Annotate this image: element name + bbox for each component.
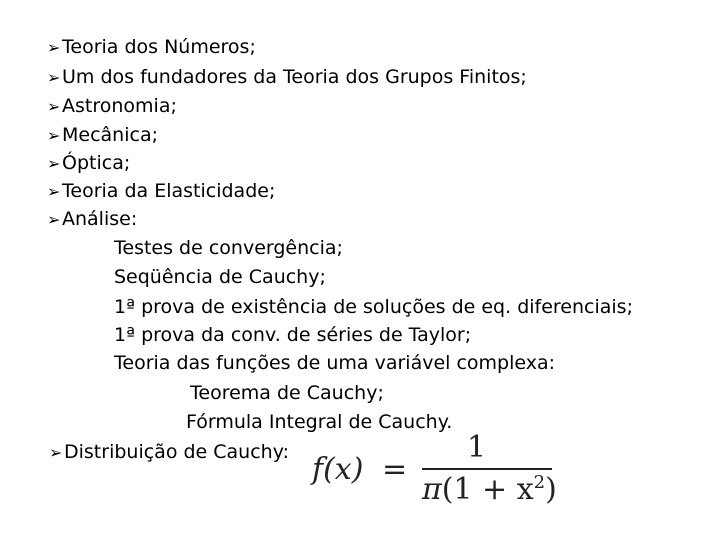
arrow-bullet-icon: ➢ xyxy=(47,210,61,229)
sub-sub-item-formula-integral: Fórmula Integral de Cauchy. xyxy=(186,411,453,433)
fraction-bar xyxy=(422,468,552,470)
cauchy-distribution-formula xyxy=(312,430,562,510)
sub-item-funcoes-complexas: Teoria das funções de uma variável complexa: xyxy=(114,352,556,374)
arrow-bullet-icon: ➢ xyxy=(47,154,61,173)
bullet-text: Óptica; xyxy=(62,152,131,174)
bullet-item-distribuicao xyxy=(49,441,289,464)
bullet-item-elasticidade xyxy=(47,180,275,203)
formula-exponent: 2 xyxy=(533,472,546,493)
bullet-item-astronomia xyxy=(47,95,177,118)
bullet-item-analise xyxy=(47,208,137,231)
sub-item-testes-convergencia: Testes de convergência; xyxy=(114,237,343,259)
arrow-bullet-icon: ➢ xyxy=(47,126,61,145)
sub-item-prova-taylor: 1ª prova da conv. de séries de Taylor; xyxy=(114,324,472,346)
bullet-text: Análise: xyxy=(62,208,138,230)
formula-den-rest: (1 + x xyxy=(441,472,534,507)
arrow-bullet-icon: ➢ xyxy=(47,182,61,201)
sub-item-prova-existencia: 1ª prova de existência de soluções de eq. diferenciais; xyxy=(114,296,633,318)
formula-denominator xyxy=(422,472,557,507)
bullet-text: Um dos fundadores da Teoria dos Grupos Finitos; xyxy=(62,66,527,88)
bullet-text: Distribuição de Cauchy: xyxy=(64,441,289,463)
formula-pi: π xyxy=(422,472,442,507)
bullet-text: Astronomia; xyxy=(62,95,177,117)
formula-lhs: f(x) xyxy=(312,452,364,487)
arrow-bullet-icon: ➢ xyxy=(47,68,61,87)
bullet-item-optica xyxy=(47,152,130,175)
bullet-item-grupos-finitos xyxy=(47,66,527,89)
sub-item-sequencia-cauchy: Seqüência de Cauchy; xyxy=(114,266,326,288)
arrow-bullet-icon: ➢ xyxy=(47,97,61,116)
bullet-text: Teoria da Elasticidade; xyxy=(62,180,276,202)
bullet-text: Mecânica; xyxy=(62,124,158,146)
bullet-text: Teoria dos Números; xyxy=(62,36,256,58)
bullet-item-mecanica xyxy=(47,124,158,147)
bullet-item-teoria-numeros xyxy=(47,36,256,59)
arrow-bullet-icon: ➢ xyxy=(47,38,61,57)
formula-numerator: 1 xyxy=(467,430,487,465)
formula-equals: = xyxy=(382,452,408,487)
sub-sub-item-teorema-cauchy: Teorema de Cauchy; xyxy=(190,382,384,404)
formula-den-close: ) xyxy=(545,472,557,507)
arrow-bullet-icon: ➢ xyxy=(49,443,63,462)
